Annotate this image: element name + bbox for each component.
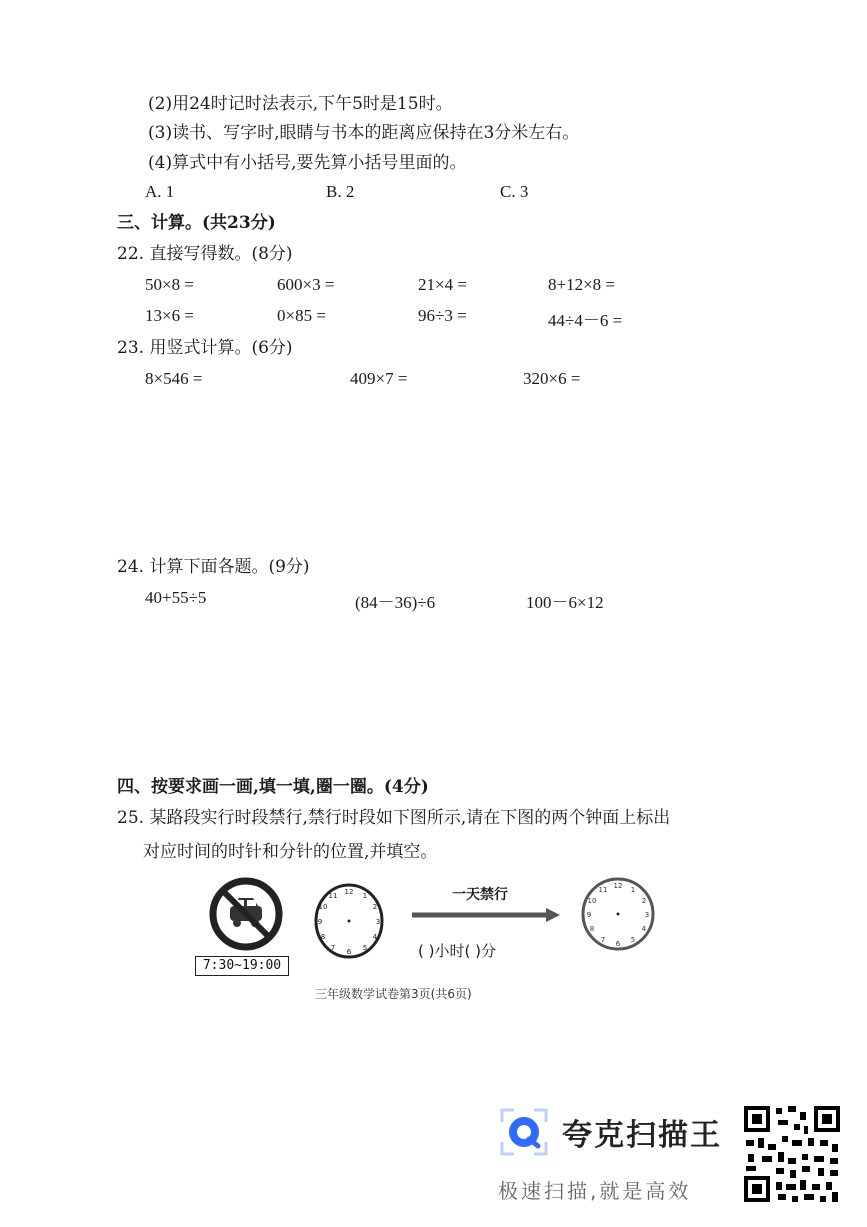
svg-text:3: 3 bbox=[375, 918, 381, 926]
q22-item: 50×8 = bbox=[145, 275, 194, 294]
q22-item: 44÷4－6 = bbox=[548, 311, 623, 330]
statement-4: (4)算式中有小括号,要先算小括号里面的。 bbox=[148, 153, 467, 173]
svg-text:5: 5 bbox=[630, 936, 636, 944]
option-b: B. 2 bbox=[326, 182, 355, 201]
q22-item: 21×4 = bbox=[418, 275, 467, 294]
clock-face-icon[interactable] bbox=[580, 876, 656, 952]
svg-text:6: 6 bbox=[615, 940, 621, 948]
statement-3: (3)读书、写字时,眼睛与书本的距离应保持在3分米左右。 bbox=[148, 123, 580, 143]
q22-item: 96÷3 = bbox=[418, 306, 467, 325]
qr-code-icon bbox=[742, 1104, 842, 1204]
svg-text:7: 7 bbox=[600, 936, 606, 944]
svg-text:8: 8 bbox=[320, 933, 326, 941]
q23-item: 320×6 = bbox=[523, 369, 581, 388]
svg-text:4: 4 bbox=[372, 933, 378, 941]
svg-text:5: 5 bbox=[362, 944, 368, 952]
q23-item: 8×546 = bbox=[145, 369, 203, 388]
section-3-title: 三、计算。(共23分) bbox=[117, 213, 276, 233]
svg-text:10: 10 bbox=[318, 903, 328, 911]
q24-item: (84－36)÷6 bbox=[355, 593, 436, 612]
q22-item: 8+12×8 = bbox=[548, 275, 616, 294]
q22-item: 600×3 = bbox=[277, 275, 335, 294]
svg-text:4: 4 bbox=[641, 925, 647, 933]
brand-slogan: 极速扫描,就是高效 bbox=[498, 1179, 692, 1203]
no-vehicles-sign-icon bbox=[208, 876, 284, 952]
svg-text:2: 2 bbox=[641, 897, 647, 905]
svg-text:10: 10 bbox=[587, 897, 597, 905]
arrow-right-icon bbox=[410, 905, 562, 925]
svg-text:1: 1 bbox=[630, 886, 636, 894]
svg-text:2: 2 bbox=[372, 903, 378, 911]
svg-text:1: 1 bbox=[362, 892, 368, 900]
q24-title: 24. 计算下面各题。(9分) bbox=[117, 557, 310, 577]
q23-item: 409×7 = bbox=[350, 369, 408, 388]
page-footer: 三年级数学试卷第3页(共6页) bbox=[315, 987, 472, 1001]
q23-title: 23. 用竖式计算。(6分) bbox=[117, 338, 293, 358]
svg-text:7: 7 bbox=[330, 944, 336, 952]
svg-text:11: 11 bbox=[328, 892, 338, 900]
svg-text:12: 12 bbox=[613, 882, 623, 890]
svg-text:11: 11 bbox=[598, 886, 608, 894]
q24-item: 100－6×12 bbox=[526, 593, 604, 612]
q22-title: 22. 直接写得数。(8分) bbox=[117, 244, 293, 264]
fill-blank-hours-minutes[interactable]: ( )小时( )分 bbox=[418, 942, 496, 960]
svg-text:6: 6 bbox=[346, 948, 352, 956]
option-c: C. 3 bbox=[500, 182, 529, 201]
option-a: A. 1 bbox=[145, 182, 175, 201]
svg-text:9: 9 bbox=[586, 911, 592, 919]
q22-item: 13×6 = bbox=[145, 306, 194, 325]
svg-text:3: 3 bbox=[644, 911, 650, 919]
statement-2: (2)用24时记时法表示,下午5时是15时。 bbox=[148, 94, 453, 114]
quark-logo-icon bbox=[498, 1106, 550, 1158]
svg-text:9: 9 bbox=[317, 918, 323, 926]
brand-name: 夸克扫描王 bbox=[562, 1118, 722, 1153]
section-4-title: 四、按要求画一画,填一填,圈一圈。(4分) bbox=[117, 777, 429, 797]
time-range-label: 7:30~19:00 bbox=[195, 956, 289, 976]
clock-face-icon[interactable] bbox=[313, 882, 385, 960]
arrow-label: 一天禁行 bbox=[452, 887, 508, 903]
svg-text:8: 8 bbox=[589, 925, 595, 933]
q25-line-2: 对应时间的时针和分针的位置,并填空。 bbox=[143, 842, 438, 862]
svg-text:12: 12 bbox=[344, 888, 354, 896]
q25-line-1: 25. 某路段实行时段禁行,禁行时段如下图所示,请在下图的两个钟面上标出 bbox=[117, 808, 671, 828]
q24-item: 40+55÷5 bbox=[145, 588, 207, 607]
q22-item: 0×85 = bbox=[277, 306, 326, 325]
